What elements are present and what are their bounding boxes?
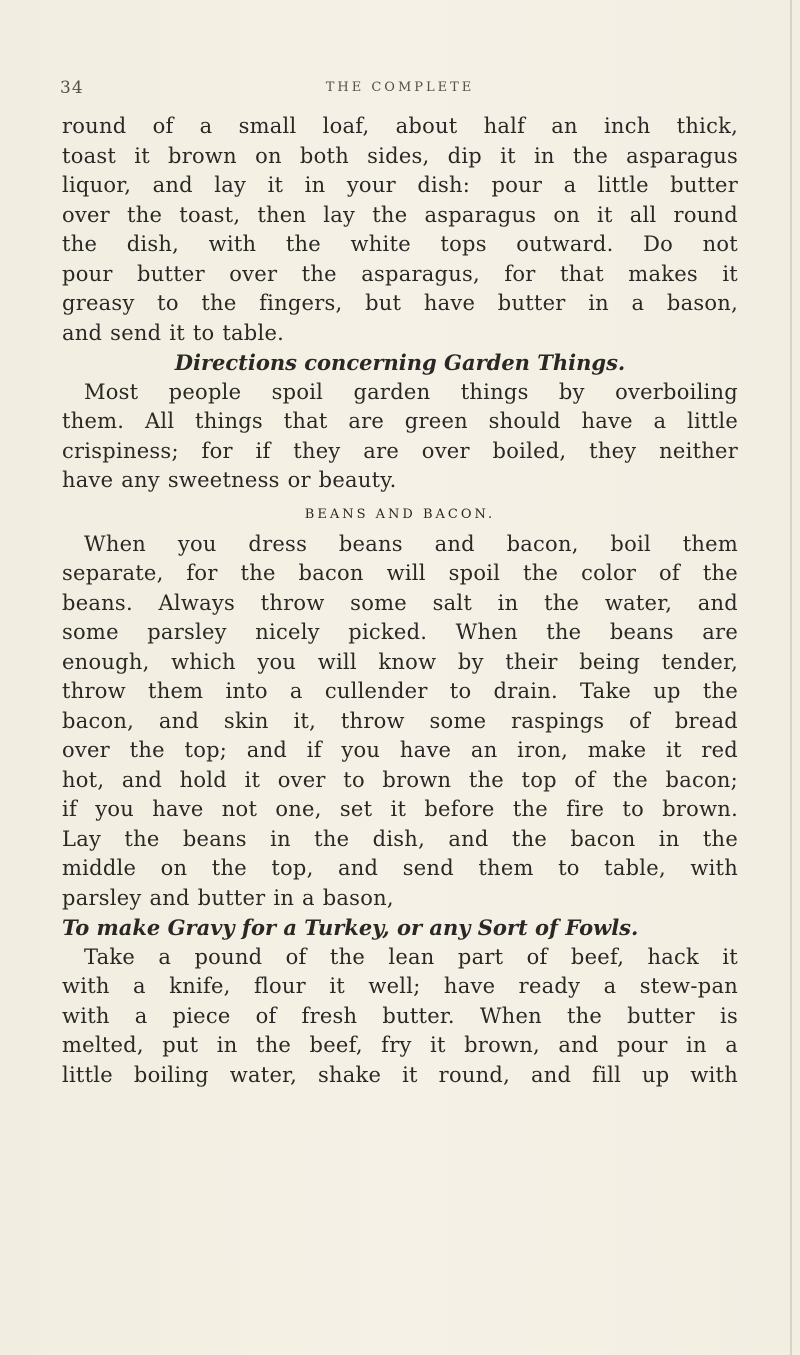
text-line: if you have not one, set it before the fire to brown. <box>62 797 738 821</box>
text-line: separate, for the bacon will spoil the color of the <box>62 561 738 585</box>
text-line: have any sweetness or beauty. <box>62 468 397 492</box>
paragraph-asparagus <box>62 112 738 348</box>
page-number: 34 <box>60 78 84 98</box>
text-line: bacon, and skin it, throw some raspings of bread <box>62 708 738 733</box>
text-line: over the top; and if you have an iron, make it red <box>62 738 738 762</box>
text-line: enough, which you will know by their being tender, <box>62 649 738 674</box>
text-line: When you dress beans and bacon, boil them <box>84 531 738 556</box>
text-line: throw them into a cullender to drain. Take up the <box>62 679 738 703</box>
text-line: with a knife, flour it well; have ready a stew-pan <box>62 974 738 998</box>
paragraph-garden-things <box>62 378 738 496</box>
text-line: crispiness; for if they are over boiled, they neither <box>62 438 738 463</box>
text-line: some parsley nicely picked. When the beans are <box>62 620 738 644</box>
text-line: over the toast, then lay the asparagus on it all round <box>62 202 738 227</box>
section-heading-beans-bacon: BEANS AND BACON. <box>304 506 496 522</box>
paragraph-gravy <box>62 943 738 1091</box>
text-line: Take a pound of the lean part of beef, hack it <box>84 944 738 969</box>
text-line: Lay the beans in the dish, and the bacon in the <box>62 826 738 851</box>
page-header <box>60 78 740 102</box>
text-line: toast it brown on both sides, dip it in the asparagus <box>62 143 738 168</box>
text-line: Most people spoil garden things by overboiling <box>84 379 738 404</box>
text-line: the dish, with the white tops outward. Do not <box>62 232 738 256</box>
running-head: THE COMPLETE <box>325 80 475 95</box>
text-line: little boiling water, shake it round, and fill up with <box>62 1062 738 1087</box>
text-line: pour butter over the asparagus, for that makes it <box>62 261 738 286</box>
text-line: parsley and butter in a bason, <box>62 885 394 910</box>
section-heading-garden-things: Directions concerning Garden Things. <box>174 350 626 375</box>
text-line: beans. Always throw some salt in the water, and <box>62 590 738 615</box>
paragraph-beans-bacon <box>62 530 738 914</box>
page-body <box>62 112 738 1090</box>
text-line: hot, and hold it over to brown the top of the bacon; <box>62 767 738 792</box>
text-line: middle on the top, and send them to table, with <box>62 856 738 880</box>
text-line: liquor, and lay it in your dish: pour a little butter <box>62 173 738 197</box>
text-line: them. All things that are green should have a little <box>62 409 738 433</box>
text-line: melted, put in the beef, fry it brown, and pour in a <box>62 1033 738 1057</box>
text-line: and send it to table. <box>62 320 285 345</box>
text-line: greasy to the fingers, but have butter in a bason, <box>62 291 738 315</box>
page-edge <box>790 0 792 1355</box>
text-line: round of a small loaf, about half an inch thick, <box>62 114 738 138</box>
text-line: with a piece of fresh butter. When the butter is <box>62 1003 738 1028</box>
section-heading-gravy: To make Gravy for a Turkey, or any Sort of Fowls. <box>62 915 639 940</box>
